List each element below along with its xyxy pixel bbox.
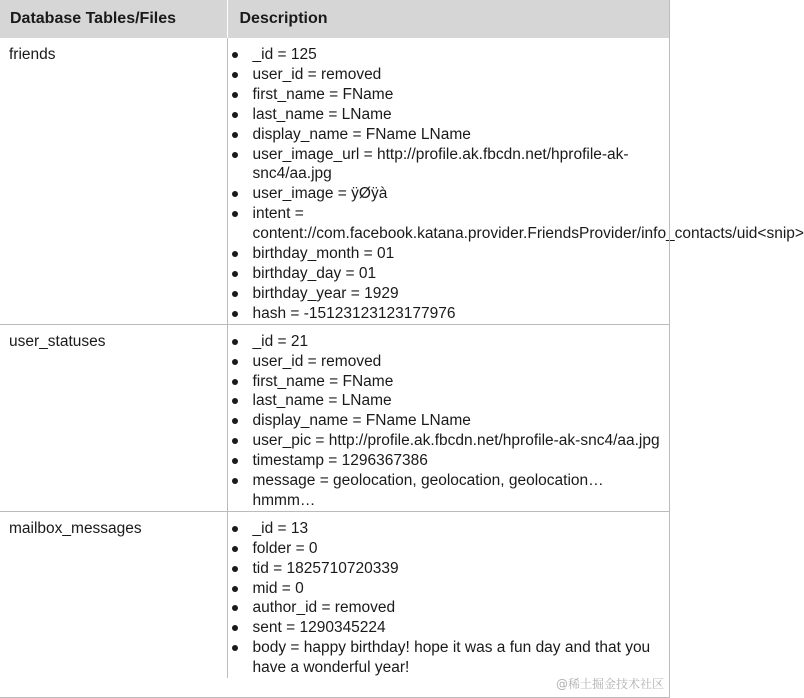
list-item: user_image_url = http://profile.ak.fbcdn.net/hprofile-ak-snc4/aa.jpg: [228, 145, 662, 185]
field-list: [228, 45, 804, 324]
description-cell: [227, 511, 669, 678]
table-name-cell: mailbox_messages: [0, 511, 227, 678]
list-item: display_name = FName LName: [228, 411, 662, 431]
list-item: last_name = LName: [228, 391, 662, 411]
list-item: user_image = ÿØÿà: [228, 184, 662, 204]
list-item: intent = content://com.facebook.katana.provider.FriendsProvider/info_contacts/uid<snip>: [228, 204, 662, 244]
table-row: [0, 38, 669, 324]
list-item: birthday_day = 01: [228, 264, 662, 284]
field-list: [228, 519, 662, 678]
header-description: Description: [227, 0, 669, 38]
list-item: body = happy birthday! hope it was a fun day and that you have a wonderful year!: [228, 638, 662, 678]
list-item: user_pic = http://profile.ak.fbcdn.net/hprofile-ak-snc4/aa.jpg: [228, 431, 662, 451]
list-item: _id = 125: [228, 45, 662, 65]
header-tables-files: Database Tables/Files: [0, 0, 227, 38]
list-item: message = geolocation, geolocation, geolocation…hmmm…: [228, 471, 662, 511]
table-row: [0, 324, 669, 511]
list-item: timestamp = 1296367386: [228, 451, 662, 471]
list-item: _id = 21: [228, 332, 662, 352]
list-item: birthday_month = 01: [228, 244, 662, 264]
table-name-cell: friends: [0, 38, 227, 324]
list-item: user_id = removed: [228, 65, 662, 85]
table-header-row: [0, 0, 669, 38]
list-item: tid = 1825710720339: [228, 559, 662, 579]
list-item: folder = 0: [228, 539, 662, 559]
watermark: @稀土掘金技术社区: [555, 677, 664, 691]
list-item: sent = 1290345224: [228, 618, 662, 638]
list-item: first_name = FName: [228, 372, 662, 392]
list-item: user_id = removed: [228, 352, 662, 372]
list-item: last_name = LName: [228, 105, 662, 125]
table-row: [0, 511, 669, 678]
table-name-cell: user_statuses: [0, 324, 227, 511]
description-cell: [227, 38, 804, 324]
description-cell: [227, 324, 669, 511]
field-list: [228, 332, 662, 511]
list-item: birthday_year = 1929: [228, 284, 662, 304]
list-item: mid = 0: [228, 579, 662, 599]
list-item: hash = -15123123123177976: [228, 304, 662, 324]
list-item: _id = 13: [228, 519, 662, 539]
list-item: author_id = removed: [228, 598, 662, 618]
list-item: display_name = FName LName: [228, 125, 662, 145]
list-item: first_name = FName: [228, 85, 662, 105]
